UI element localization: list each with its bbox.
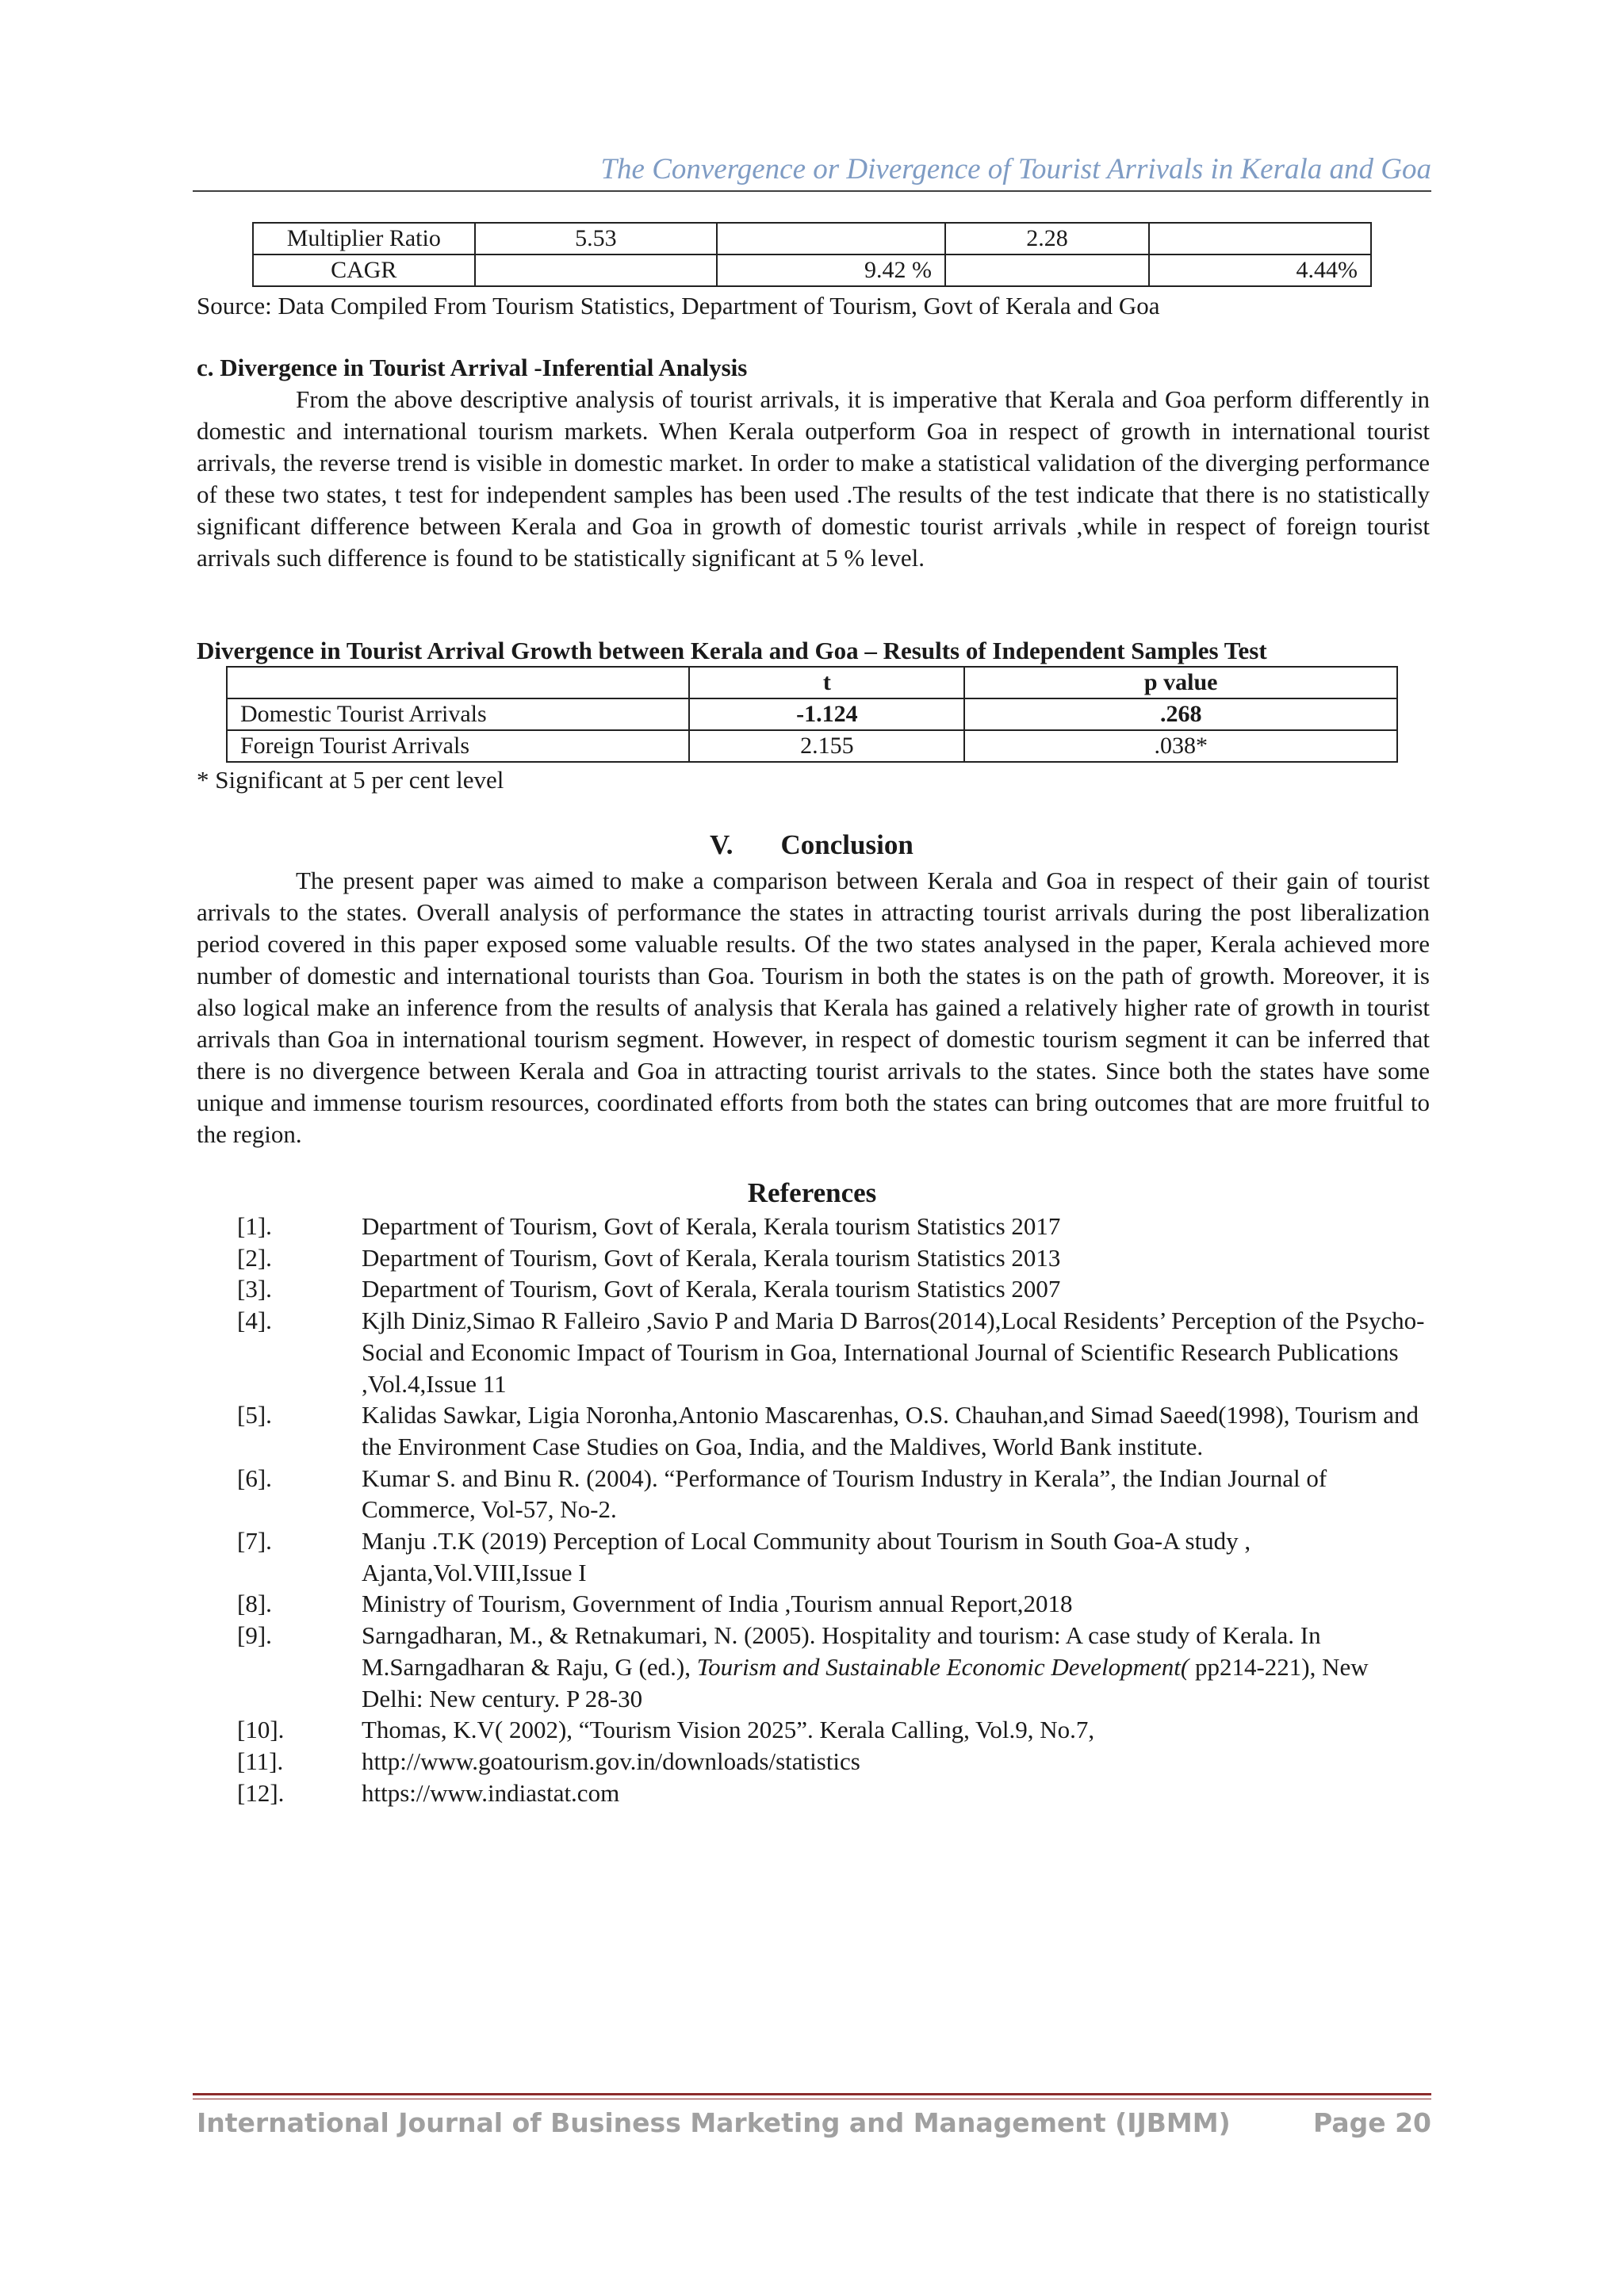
table-cell: 4.44% [1149,254,1371,286]
table-cell: Foreign Tourist Arrivals [227,730,689,762]
reference-item: [11]. http://www.goatourism.gov.in/downloads/statistics [181,1746,1431,1777]
reference-item: [3]. Department of Tourism, Govt of Kerala, Kerala tourism Statistics 2007 [237,1275,1061,1303]
reference-item: [4]. Kjlh Diniz,Simao R Falleiro ,Savio P and Maria D Barros(2014),Local Residents’ Perception of the Psycho-Social and Economic Impact of Tourism in Goa, International Journal of Scientific Research Publications ,Vol.4,Issue 11 [237,1307,1425,1398]
table-cell [475,254,718,286]
reference-link[interactable]: http://www.goatourism.gov.in/downloads/statistics [362,1747,860,1775]
reference-item: [5]. Kalidas Sawkar, Ligia Noronha,Antonio Mascarenhas, O.S. Chauhan,and Simad Saeed(1998), Tourism and the Environment Case Studies on Goa, India, and the Maldives, World Bank institute. [237,1401,1419,1460]
growth-table [252,222,1372,287]
page-footer [197,2107,1431,2138]
reference-item: [1]. Department of Tourism, Govt of Kerala, Kerala tourism Statistics 2017 [237,1212,1061,1240]
table-cell [945,254,1149,286]
source-note: Source: Data Compiled From Tourism Statistics, Department of Tourism, Govt of Kerala and Goa [197,292,1160,320]
table-row [253,254,1371,286]
reference-item: [10]. Thomas, K.V( 2002), “Tourism Vision 2025”. Kerala Calling, Vol.9, No.7, [237,1716,1095,1744]
significance-note: * Significant at 5 per cent level [197,766,504,794]
section-c-paragraph: From the above descriptive analysis of tourist arrivals, it is imperative that Kerala and Goa perform differently in domestic and international tourism markets. When Kerala outperform Goa in respect of growth in international tourist arrivals, the reverse trend is visible in domestic market. In order to make a statistical validation of the diverging performance of these two states, t test for independent samples has been used .The results of the test indicate that there is no statistically significant difference between Kerala and Goa in growth of domestic tourist arrivals ,while in respect of foreign tourist arrivals such difference is found to be statistically significant at 5 % level. [197,385,1430,572]
ttest-caption: Divergence in Tourist Arrival Growth between Kerala and Goa – Results of Independent Samples Test [197,637,1267,664]
table-header-cell: t [689,667,964,698]
table-header-cell: p value [964,667,1397,698]
table-cell: 9.42 % [717,254,945,286]
table-cell: 5.53 [475,223,718,254]
table-row [227,730,1397,762]
section-number: V. [710,829,733,860]
table-cell: 2.155 [689,730,964,762]
references-heading: References [747,1177,877,1208]
reference-item: [6]. Kumar S. and Binu R. (2004). “Performance of Tourism Industry in Kerala”, the Indian Journal of Commerce, Vol-57, No-2. [237,1464,1327,1524]
footer-rule [193,2093,1431,2095]
table-cell: .038* [964,730,1397,762]
table-cell [717,223,945,254]
reference-item: [12]. https://www.indiastat.com [181,1777,1431,1809]
reference-list [181,1211,1431,1808]
table-header-row [227,667,1397,698]
table-cell: Domestic Tourist Arrivals [227,698,689,730]
table-row [253,223,1371,254]
table-cell: .268 [964,698,1397,730]
journal-name: International Journal of Business Marketing and Management (IJBMM) [197,2107,1231,2138]
table-cell: Multiplier Ratio [253,223,475,254]
table-row [227,698,1397,730]
reference-item: [7]. Manju .T.K (2019) Perception of Local Community about Tourism in South Goa-A study , Ajanta,Vol.VIII,Issue I [237,1527,1251,1586]
header-rule [193,190,1431,192]
conclusion-heading [710,829,914,861]
table-cell: 2.28 [945,223,1149,254]
table-header-cell [227,667,689,698]
page-number: Page 20 [1313,2107,1431,2138]
table-cell: CAGR [253,254,475,286]
reference-item: [8]. Ministry of Tourism, Government of India ,Tourism annual Report,2018 [237,1590,1073,1618]
table-cell [1149,223,1371,254]
ttest-table [226,666,1398,763]
conclusion-paragraph: The present paper was aimed to make a comparison between Kerala and Goa in respect of their gain of tourist arrivals to the states. Overall analysis of performance the states in attracting tourist arrivals during the post liberalization period covered in this paper exposed some valuable results. Of the two states analysed in the paper, Kerala achieved more number of domestic and international tourists than Goa. Tourism in both the states is on the path of growth. Moreover, it is also logical make an inference from the results of analysis that Kerala has gained a relatively higher rate of growth in tourist arrivals than Goa in international tourism segment. However, in respect of domestic tourism segment it can be inferred that there is no divergence between Kerala and Goa in attracting tourist arrivals to the states. Since both the states have some unique and immense tourism resources, coordinated efforts from both the states can bring outcomes that are more fruitful to the region. [197,867,1430,1148]
reference-link[interactable]: https://www.indiastat.com [362,1778,620,1807]
reference-item: [9]. Sarngadharan, M., & Retnakumari, N. (2005). Hospitality and tourism: A case study of Kerala. In M.Sarngadharan & Raju, G (ed.), Tourism and Sustainable Economic Development( pp214-221), New Delhi: New century. P 28-30 [237,1621,1369,1712]
section-c-heading: c. Divergence in Tourist Arrival -Inferential Analysis [197,354,748,381]
running-title: The Convergence or Divergence of Tourist Arrivals in Kerala and Goa [600,153,1431,186]
reference-item: [2]. Department of Tourism, Govt of Kerala, Kerala tourism Statistics 2013 [237,1243,1061,1272]
section-title: Conclusion [780,829,914,860]
table-cell: -1.124 [689,698,964,730]
